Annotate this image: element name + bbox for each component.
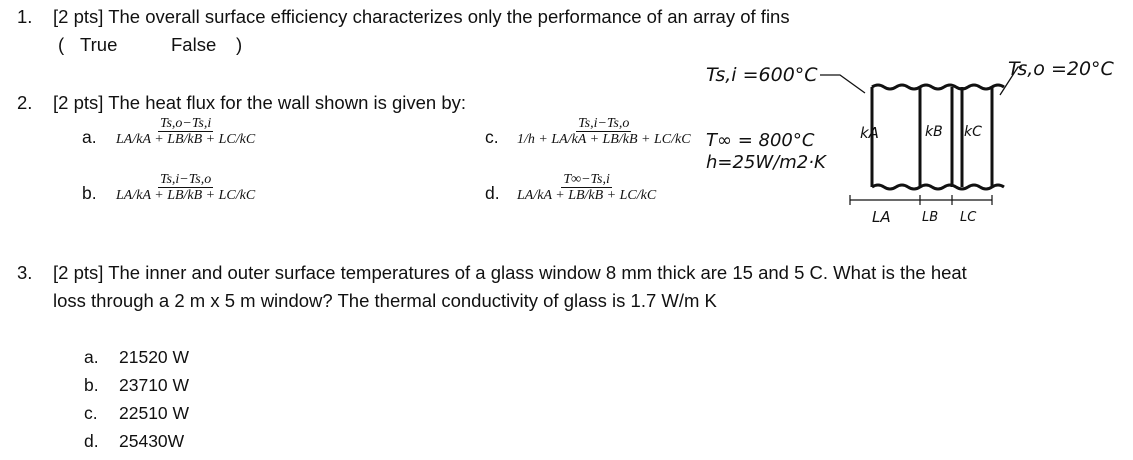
wall-top-edge [872, 85, 1004, 89]
q1-open-paren: ( [58, 34, 65, 55]
tsi-leader-line [820, 75, 865, 93]
q3-text-line2: loss through a 2 m x 5 m window? The thermal conductivity of glass is 1.7 W/m K [53, 290, 717, 311]
q1-choice-false[interactable]: False [171, 34, 217, 55]
q2-option-a-denominator: LA/kA + LB/kB + LC/kC [116, 132, 256, 147]
q2-option-d-label[interactable]: d. [485, 183, 500, 203]
q2-option-b-formula[interactable] [114, 173, 257, 203]
label-ts-outer: Ts,o =20°C [1008, 58, 1114, 80]
q2-option-c-denominator: 1/h + LA/kA + LB/kB + LC/kC [517, 132, 691, 147]
q2-option-b-numerator: Ts,i−Ts,o [159, 172, 212, 187]
q3-option-a-text[interactable]: 21520 W [119, 347, 190, 367]
q3-number: 3. [17, 262, 33, 283]
q2-text: [2 pts] The heat flux for the wall shown is given by: [53, 92, 467, 113]
q2-option-d-numerator: T∞−Ts,i [563, 172, 610, 187]
label-lc: LC [960, 210, 977, 225]
q2-number: 2. [17, 92, 33, 113]
label-t-infinity: T∞ = 800°C [706, 130, 815, 151]
label-kb: kB [925, 124, 943, 140]
q3-option-b-text[interactable]: 23710 W [119, 375, 190, 395]
q1-number: 1. [17, 6, 33, 27]
q1-close-paren: ) [236, 34, 243, 55]
label-la: LA [872, 208, 891, 226]
label-kc: kC [964, 124, 982, 140]
q2-option-b-denominator: LA/kA + LB/kB + LC/kC [116, 188, 256, 203]
q1-text: [2 pts] The overall surface efficiency characterizes only the performance of an array of fins [53, 6, 790, 27]
q2-option-c-numerator: Ts,i−Ts,o [578, 116, 630, 131]
q2-option-a-label[interactable]: a. [82, 127, 97, 147]
q3-option-a-label[interactable]: a. [84, 347, 99, 367]
label-h-coefficient: h=25W/m2·K [706, 152, 826, 173]
q3-option-c-text[interactable]: 22510 W [119, 403, 190, 423]
label-ka: kA [860, 124, 879, 142]
q3-option-d-label[interactable]: d. [84, 431, 99, 451]
q3-option-b-label[interactable]: b. [84, 375, 99, 395]
q3-option-c-label[interactable]: c. [84, 403, 98, 423]
q1-choice-true[interactable]: True [80, 34, 118, 55]
wall-bottom-edge [872, 185, 1004, 189]
q2-option-b-label[interactable]: b. [82, 183, 97, 203]
q2-option-a-formula[interactable] [114, 117, 257, 147]
q3-option-d-text[interactable]: 25430W [119, 431, 185, 451]
label-ts-inner: Ts,i =600°C [706, 64, 818, 86]
q2-option-a-numerator: Ts,o−Ts,i [159, 116, 212, 131]
q2-option-c-formula[interactable] [515, 117, 693, 147]
label-lb: LB [922, 210, 939, 225]
q2-option-d-formula[interactable] [515, 173, 658, 203]
q3-text-line1: [2 pts] The inner and outer surface temperatures of a glass window 8 mm thick are 15 and 5 C. What is the heat [53, 262, 967, 283]
q2-option-d-denominator: LA/kA + LB/kB + LC/kC [517, 188, 657, 203]
q2-option-c-label[interactable]: c. [485, 127, 499, 147]
